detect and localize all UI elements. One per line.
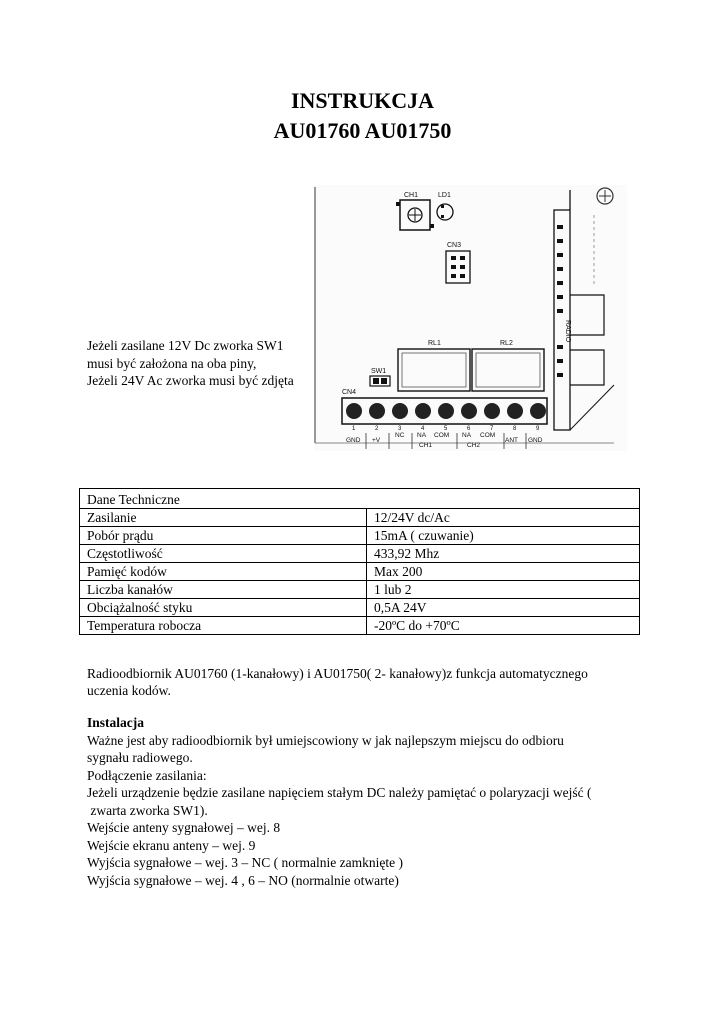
cn4-screws bbox=[346, 403, 546, 419]
jumper-note-line: Jeżeli 24V Ac zworka musi być zdjęta bbox=[87, 373, 294, 388]
pin-number: 5 bbox=[444, 426, 448, 432]
pin-number: 1 bbox=[352, 426, 356, 432]
table-row bbox=[80, 581, 640, 599]
spec-value: 15mA ( czuwanie) bbox=[367, 527, 640, 545]
spec-name: Częstotliwość bbox=[80, 545, 367, 563]
led-ld1 bbox=[441, 215, 444, 218]
pin-function: GND bbox=[346, 437, 361, 444]
ch1-label: CH1 bbox=[404, 192, 419, 199]
installation-section bbox=[87, 714, 657, 889]
pin-number: 9 bbox=[536, 426, 540, 432]
pin-number: 2 bbox=[375, 426, 379, 432]
pcb-diagram bbox=[314, 185, 627, 451]
cn3-connector bbox=[446, 251, 470, 283]
relay-rl1 bbox=[402, 353, 466, 387]
ch1-trimmer bbox=[396, 202, 400, 206]
cn3-label: CN3 bbox=[447, 242, 462, 249]
jumper-note-line: Jeżeli zasilane 12V Dc zworka SW1 bbox=[87, 338, 284, 353]
spec-value: 0,5A 24V bbox=[367, 599, 640, 617]
table-row bbox=[80, 599, 640, 617]
installation-line: sygnału radiowego. bbox=[87, 750, 193, 765]
pin-function: ANT bbox=[505, 437, 518, 444]
radio-module bbox=[570, 350, 604, 385]
ch1-trimmer bbox=[430, 224, 434, 228]
spec-name: Pobór prądu bbox=[80, 527, 367, 545]
spec-value: 12/24V dc/Ac bbox=[367, 509, 640, 527]
channel-label: CH2 bbox=[467, 442, 481, 449]
table-row bbox=[80, 545, 640, 563]
pin-number: 7 bbox=[490, 426, 494, 432]
channel-label: CH1 bbox=[419, 442, 433, 449]
installation-line: Ważne jest aby radioodbiornik był umiejscowiony w jak najlepszym miejscu do odbioru bbox=[87, 732, 564, 748]
cn3-pin bbox=[451, 256, 456, 260]
pin-number: 4 bbox=[421, 426, 425, 432]
jumper-note-line: musi być założona na oba piny, bbox=[87, 355, 257, 371]
pin-function: GND bbox=[528, 437, 543, 444]
table-row bbox=[80, 509, 640, 527]
pin-number: 8 bbox=[513, 426, 517, 432]
sw1-jumper bbox=[381, 378, 387, 384]
spec-value: 1 lub 2 bbox=[367, 581, 640, 599]
spec-value: -20ºC do +70ºC bbox=[367, 617, 640, 635]
pin-function: COM bbox=[480, 432, 496, 439]
technical-data-table bbox=[79, 488, 640, 635]
description bbox=[87, 664, 647, 700]
radio-pins bbox=[557, 225, 563, 377]
pin-function: NA bbox=[462, 432, 472, 439]
spec-name: Obciążalność styku bbox=[80, 599, 367, 617]
pin-function: COM bbox=[434, 432, 450, 439]
installation-line: Wejście anteny sygnałowej – wej. 8 bbox=[87, 820, 281, 835]
rl2-label: RL2 bbox=[500, 340, 513, 347]
installation-line: Wejście ekranu anteny – wej. 9 bbox=[87, 837, 256, 853]
led-ld1 bbox=[441, 205, 444, 208]
cn4-label: CN4 bbox=[342, 389, 357, 396]
table-row bbox=[80, 563, 640, 581]
relay-rl1 bbox=[398, 349, 470, 391]
installation-line: Podłączenie zasilania: bbox=[87, 767, 207, 783]
relay-rl2 bbox=[472, 349, 544, 391]
spec-value: Max 200 bbox=[367, 563, 640, 581]
description-line: uczenia kodów. bbox=[87, 683, 171, 698]
sw1-jumper bbox=[373, 378, 379, 384]
pin-number: 6 bbox=[467, 426, 471, 432]
description-line: Radioodbiornik AU01760 (1-kanałowy) i AU01750( 2- kanałowy)z funkcja automatycznego bbox=[87, 666, 588, 681]
cn3-pin bbox=[460, 265, 465, 269]
installation-heading: Instalacja bbox=[87, 715, 144, 730]
relay-rl2 bbox=[476, 353, 540, 387]
sw1-label: SW1 bbox=[371, 368, 387, 375]
installation-line: zwarta zworka SW1). bbox=[87, 802, 208, 818]
jumper-note bbox=[87, 337, 327, 390]
pcb-drawing bbox=[314, 185, 627, 451]
pin-function: +V bbox=[372, 437, 381, 444]
radio-label: RADIO bbox=[564, 320, 571, 343]
installation-line: Wyjścia sygnałowe – wej. 3 – NC ( normalnie zamknięte ) bbox=[87, 855, 403, 870]
cn3-pin bbox=[460, 274, 465, 278]
pin-function: NA bbox=[417, 432, 427, 439]
led-ld1 bbox=[437, 204, 453, 220]
ld1-label: LD1 bbox=[438, 192, 451, 199]
installation-line: Jeżeli urządzenie będzie zasilane napięciem stałym DC należy pamiętać o polaryzacji wejść ( bbox=[87, 785, 592, 800]
radio-module bbox=[570, 385, 614, 430]
cn3-pin bbox=[451, 274, 456, 278]
rl1-label: RL1 bbox=[428, 340, 441, 347]
spec-name: Liczba kanałów bbox=[80, 581, 367, 599]
document-title: INSTRUKCJA bbox=[290, 88, 435, 113]
cn3-pin bbox=[460, 256, 465, 260]
installation-line: Wyjścia sygnałowe – wej. 4 , 6 – NO (normalnie otwarte) bbox=[87, 872, 399, 888]
radio-module bbox=[570, 295, 604, 335]
table-row bbox=[80, 617, 640, 635]
table-header: Dane Techniczne bbox=[80, 489, 640, 509]
pin-function: NC bbox=[395, 432, 405, 439]
pin-number: 3 bbox=[398, 426, 402, 432]
spec-value: 433,92 Mhz bbox=[367, 545, 640, 563]
spec-name: Zasilanie bbox=[80, 509, 367, 527]
cn3-pin bbox=[451, 265, 456, 269]
spec-name: Temperatura robocza bbox=[80, 617, 367, 635]
table-row bbox=[80, 527, 640, 545]
spec-name: Pamięć kodów bbox=[80, 563, 367, 581]
model-numbers: AU01760 AU01750 bbox=[273, 118, 452, 143]
